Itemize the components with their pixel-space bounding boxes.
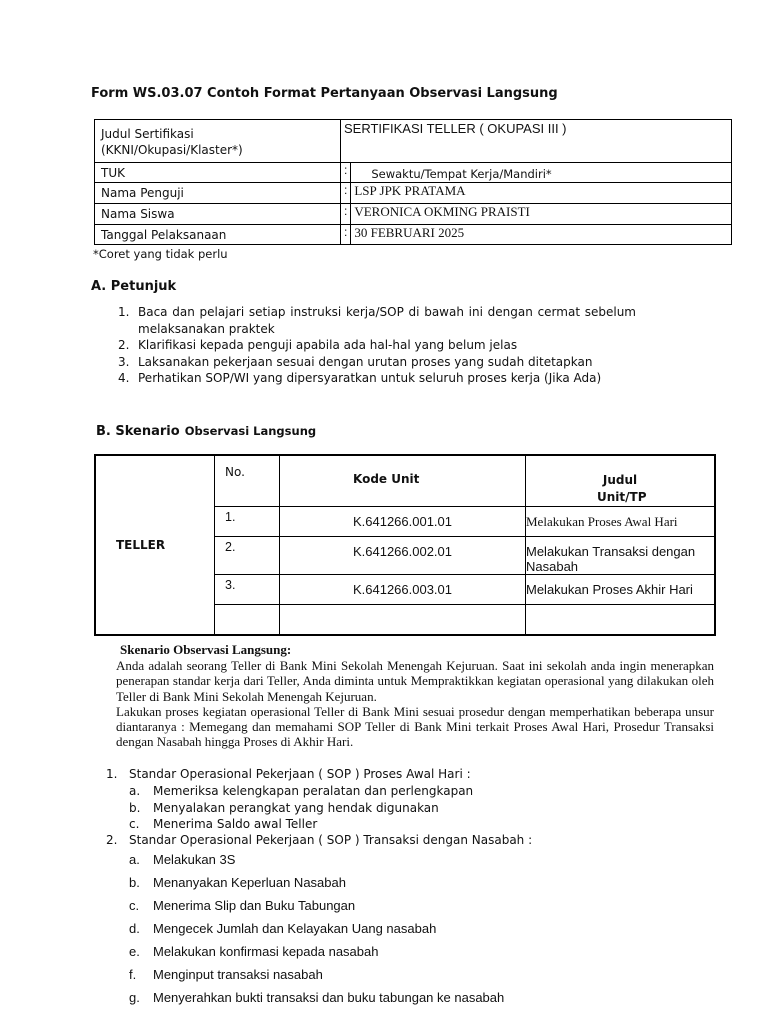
info-value-tanggal: 30 FEBRUARI 2025 (351, 225, 732, 245)
scenario-body (116, 658, 714, 750)
sop-1-title: Standar Operasional Pekerjaan ( SOP ) Proses Awal Hari : (129, 767, 471, 781)
list-item: c. Menerima Slip dan Buku Tabungan (129, 898, 356, 913)
section-b-label: B. Skenario (96, 424, 180, 439)
info-label-penguji: Nama Penguji (95, 183, 341, 204)
petunjuk-list (118, 304, 636, 387)
section-b-title (96, 420, 316, 439)
empty-cell (526, 605, 716, 635)
list-item: 4. Perhatikan SOP/WI yang dipersyaratkan untuk seluruh proses kerja (Jika Ada) (118, 371, 602, 385)
list-item: f. Menginput transaksi nasabah (129, 967, 323, 982)
colon: : (341, 183, 351, 204)
judul-value: SERTIFIKASI TELLER ( OKUPASI III ) (341, 120, 732, 163)
empty-cell (280, 605, 526, 635)
units-table (94, 454, 716, 636)
info-label-tuk: TUK (95, 163, 341, 183)
list-item: 1. Baca dan pelajari setiap instruksi kerja/SOP di bawah ini dengan cermat sebelum melaksanakan praktek (118, 305, 636, 336)
header-judul-text: Judul Unit/TP (597, 473, 647, 504)
colon: : (341, 163, 351, 183)
section-b-subtitle: Observasi Langsung (184, 424, 317, 438)
list-item: 2. Klarifikasi kepada penguji apabila ada hal-hal yang belum jelas (118, 338, 518, 352)
scenario-title: Skenario Observasi Langsung: (120, 642, 292, 657)
unit-kode: K.641266.002.01 (280, 537, 526, 575)
unit-kode: K.641266.001.01 (280, 507, 526, 537)
scenario-paragraph: Anda adalah seorang Teller di Bank Mini Sekolah Menengah Kejuruan. Saat ini sekolah anda ingin menerapkan penerapan standar kerja dari Teller, Anda diminta untuk Mempraktikkan kegiatan operasional yang dilakukan oleh Teller di Bank Mini Sekolah Menengah Kejuruan. (116, 658, 714, 704)
info-label-siswa: Nama Siswa (95, 204, 341, 225)
info-table (94, 119, 732, 245)
sop-1-list (129, 783, 474, 833)
unit-no: 2. (215, 537, 280, 575)
list-item: b. Menanyakan Keperluan Nasabah (129, 875, 346, 890)
sop-2-list (129, 848, 505, 1009)
unit-judul: Melakukan Proses Awal Hari (526, 507, 716, 537)
header-kode: Kode Unit (280, 455, 526, 507)
info-label-tanggal: Tanggal Pelaksanaan (95, 225, 341, 245)
form-title: Form WS.03.07 Contoh Format Pertanyaan Observasi Langsung (91, 86, 558, 101)
section-a-title: A. Petunjuk (91, 279, 177, 294)
sop-2-title: Standar Operasional Pekerjaan ( SOP ) Transaksi dengan Nasabah : (129, 833, 533, 847)
list-item: c. Menerima Saldo awal Teller (129, 817, 318, 831)
empty-cell (215, 605, 280, 635)
judul-label: Judul Sertifikasi (KKNI/Okupasi/Klaster*) (95, 120, 341, 163)
sop-1-number: 1. (106, 767, 118, 781)
unit-judul: Melakukan Proses Akhir Hari (526, 575, 716, 605)
unit-no: 3. (215, 575, 280, 605)
colon: : (341, 204, 351, 225)
scenario-paragraph: Lakukan proses kegiatan operasional Teller di Bank Mini sesuai prosedur dengan memperhatikan beberapa unsur diantaranya : Memegang dan memahami SOP Teller di Bank Mini terkait Proses Awal Hari, Prosedur Transaksi dengan Nasabah hingga Proses di Akhir Hari. (116, 703, 714, 750)
list-item: b. Menyalakan perangkat yang hendak digunakan (129, 800, 439, 815)
sop-2-number: 2. (106, 833, 118, 847)
note: *Coret yang tidak perlu (93, 247, 228, 261)
list-item: a. Memeriksa kelengkapan peralatan dan perlengkapan (129, 784, 474, 798)
list-item: e. Melakukan konfirmasi kepada nasabah (129, 944, 379, 959)
list-item: 3. Laksanakan pekerjaan sesuai dengan urutan proses yang sudah ditetapkan (118, 354, 593, 369)
unit-no: 1. (215, 507, 280, 537)
list-item: g. Menyerahkan bukti transaksi dan buku tabungan ke nasabah (129, 990, 505, 1005)
info-value-penguji: LSP JPK PRATAMA (351, 183, 732, 204)
unit-kode: K.641266.003.01 (280, 575, 526, 605)
header-judul (526, 455, 716, 507)
colon: : (341, 225, 351, 245)
list-item: a. Melakukan 3S (129, 852, 236, 867)
info-value-siswa: VERONICA OKMING PRAISTI (351, 204, 732, 225)
unit-judul: Melakukan Transaksi dengan Nasabah (526, 537, 716, 575)
info-value-tuk: Sewaktu/Tempat Kerja/Mandiri* (351, 163, 732, 183)
header-no: No. (215, 455, 280, 507)
list-item: d. Mengecek Jumlah dan Kelayakan Uang nasabah (129, 921, 437, 936)
role-cell: TELLER (95, 455, 215, 635)
